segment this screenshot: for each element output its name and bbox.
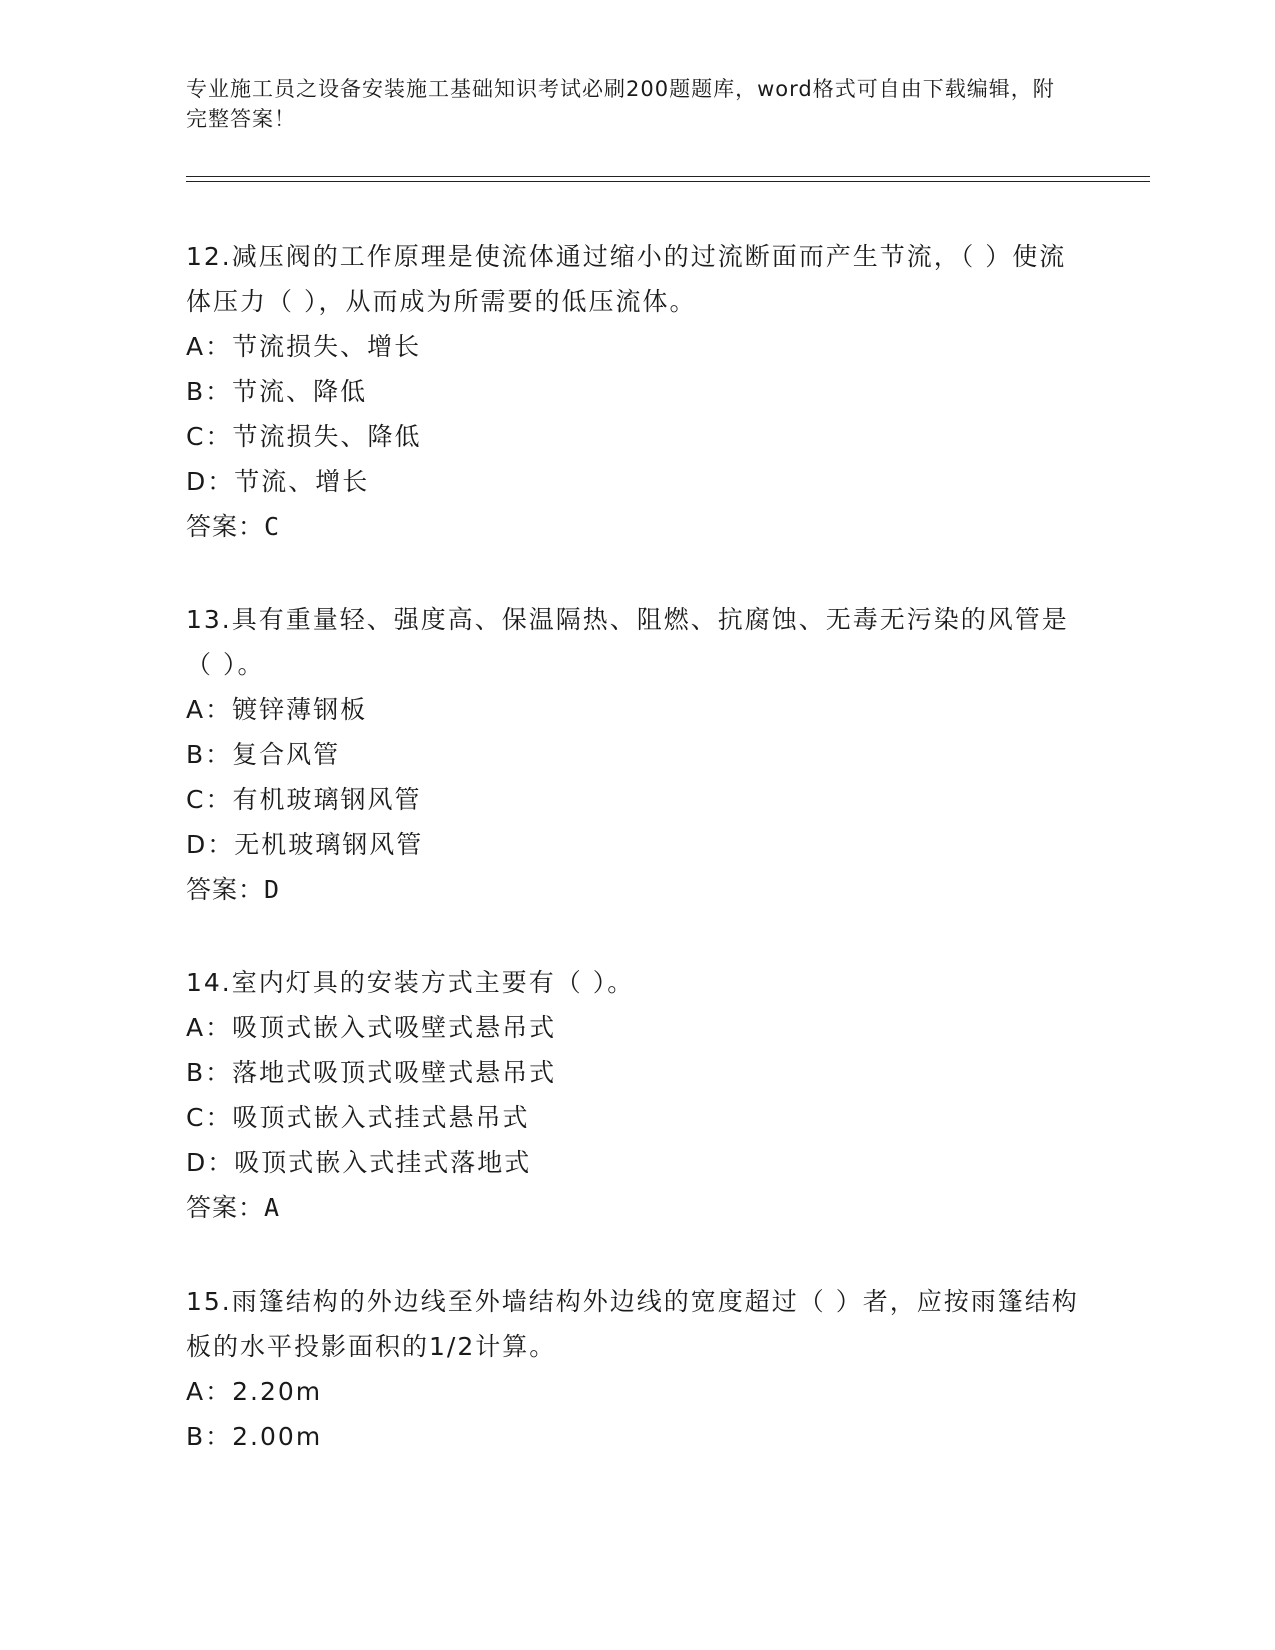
- answer-value: D: [264, 875, 281, 904]
- answer-label: 答案：: [186, 875, 265, 904]
- question-stem: 15.雨篷结构的外边线至外墙结构外边线的宽度超过（ ）者，应按雨篷结构板的水平投影面积的1/2计算。: [186, 1287, 1079, 1361]
- option-c: C：吸顶式嵌入式挂式悬吊式: [186, 1103, 530, 1132]
- option-a: A：节流损失、增长: [186, 332, 422, 361]
- question-13: [186, 597, 1086, 912]
- answer-value: A: [264, 1193, 281, 1222]
- question-15: [186, 1279, 1086, 1459]
- header-divider-bottom: [186, 181, 1150, 182]
- question-stem: 13.具有重量轻、强度高、保温隔热、阻燃、抗腐蚀、无毒无污染的风管是（ ）。: [186, 605, 1069, 679]
- option-a: A：吸顶式嵌入式吸壁式悬吊式: [186, 1013, 557, 1042]
- answer-line: [186, 1185, 1086, 1230]
- option-b: B：节流、降低: [186, 377, 368, 406]
- question-stem: 12.减压阀的工作原理是使流体通过缩小的过流断面而产生节流，（ ）使流体压力（ ），从而成为所需要的低压流体。: [186, 242, 1067, 316]
- option-a: A：2.20m: [186, 1377, 323, 1406]
- answer-label: 答案：: [186, 1193, 265, 1222]
- question-14: [186, 960, 1086, 1230]
- option-b: B：复合风管: [186, 740, 341, 769]
- question-stem: 14.室内灯具的安装方式主要有（ ）。: [186, 968, 635, 997]
- option-d: D：节流、增长: [186, 467, 370, 496]
- answer-line: [186, 867, 1086, 912]
- option-a: A：镀锌薄钢板: [186, 695, 368, 724]
- option-b: B：2.00m: [186, 1422, 323, 1451]
- header-divider-top: [186, 176, 1150, 177]
- option-d: D：吸顶式嵌入式挂式落地式: [186, 1148, 532, 1177]
- answer-value: C: [264, 512, 281, 541]
- option-c: C：节流损失、降低: [186, 422, 422, 451]
- document-header: 专业施工员之设备安装施工基础知识考试必刷200题题库，word格式可自由下载编辑，附完整答案！: [186, 77, 1055, 131]
- answer-label: 答案：: [186, 512, 265, 541]
- answer-line: [186, 504, 1086, 549]
- option-c: C：有机玻璃钢风管: [186, 785, 422, 814]
- option-d: D：无机玻璃钢风管: [186, 830, 424, 859]
- question-12: [186, 234, 1086, 549]
- option-b: B：落地式吸顶式吸壁式悬吊式: [186, 1058, 557, 1087]
